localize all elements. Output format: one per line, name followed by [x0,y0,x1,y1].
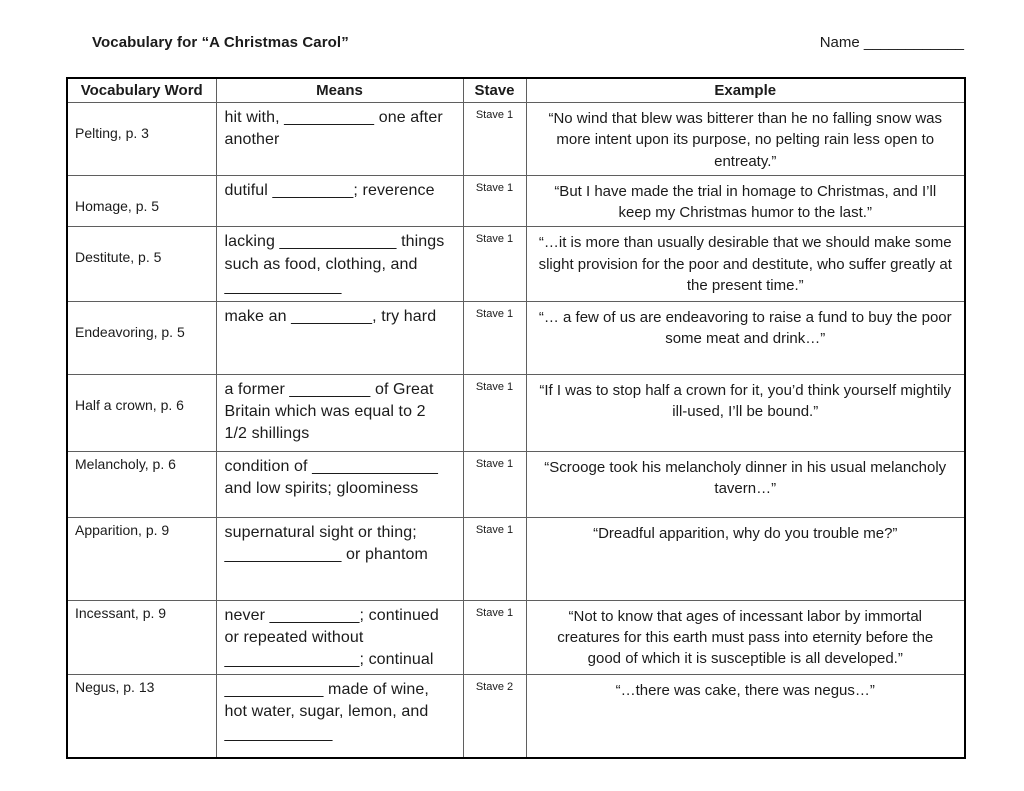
table-row [67,600,965,674]
stave-cell: Stave 1 [463,451,526,517]
stave-cell: Stave 1 [463,301,526,374]
vocab-word-cell: Destitute, p. 5 [67,227,216,301]
stave-cell: Stave 1 [463,517,526,600]
page-header [0,0,1024,51]
example-cell: “…it is more than usually desirable that we should make some slight provision for the poor and destitute, who suffer greatly at the present time.” [526,227,965,301]
example-cell: “If I was to stop half a crown for it, you’d think yourself mightily ill-used, I’ll be bound.” [526,374,965,451]
name-label: Name [819,34,860,51]
table-row [67,674,965,758]
example-cell: “But I have made the trial in homage to Christmas, and I’ll keep my Christmas humor to the last.” [526,175,965,227]
name-area [820,34,964,51]
table-row [67,451,965,517]
table-header-row [67,78,965,103]
vocab-word-cell: Melancholy, p. 6 [67,451,216,517]
stave-cell: Stave 1 [463,227,526,301]
stave-cell: Stave 1 [463,600,526,674]
example-cell: “No wind that blew was bitterer than he no falling snow was more intent upon its purpose, no pelting rain less open to entreaty.” [526,103,965,176]
means-cell: make an _________, try hard [216,301,463,374]
vocab-word-cell: Incessant, p. 9 [67,600,216,674]
means-cell: condition of ______________ and low spirits; gloominess [216,451,463,517]
stave-cell: Stave 1 [463,175,526,227]
means-cell: supernatural sight or thing; _____________ or phantom [216,517,463,600]
vocab-word-cell: Negus, p. 13 [67,674,216,758]
stave-cell: Stave 1 [463,374,526,451]
example-cell: “Scrooge took his melancholy dinner in his usual melancholy tavern…” [526,451,965,517]
example-cell: “… a few of us are endeavoring to raise a fund to buy the poor some meat and drink…” [526,301,965,374]
means-cell: hit with, __________ one after another [216,103,463,176]
means-cell: ___________ made of wine, hot water, sugar, lemon, and ____________ [216,674,463,758]
vocab-word-cell: Half a crown, p. 6 [67,374,216,451]
vocab-word-cell: Homage, p. 5 [67,175,216,227]
example-cell: “Not to know that ages of incessant labor by immortal creatures for this earth must pass into eternity before the good of which it is susceptible is all developed.” [526,600,965,674]
table-row [67,301,965,374]
doc-title: Vocabulary for “A Christmas Carol” [92,34,349,51]
stave-cell: Stave 1 [463,103,526,176]
means-cell: lacking _____________ things such as food, clothing, and _____________ [216,227,463,301]
col-header-example: Example [526,78,965,103]
means-cell: a former _________ of Great Britain which was equal to 2 1/2 shillings [216,374,463,451]
table-row [67,103,965,176]
table-row [67,517,965,600]
example-cell: “Dreadful apparition, why do you trouble me?” [526,517,965,600]
stave-cell: Stave 2 [463,674,526,758]
example-cell: “…there was cake, there was negus…” [526,674,965,758]
means-cell: dutiful _________; reverence [216,175,463,227]
vocab-word-cell: Apparition, p. 9 [67,517,216,600]
name-line: ____________ [863,34,964,51]
table-row [67,374,965,451]
col-header-means: Means [216,78,463,103]
vocab-word-cell: Pelting, p. 3 [67,103,216,176]
col-header-stave: Stave [463,78,526,103]
table-row [67,175,965,227]
col-header-vocabulary-word: Vocabulary Word [67,78,216,103]
means-cell: never __________; continued or repeated without _______________; continual [216,600,463,674]
vocab-word-cell: Endeavoring, p. 5 [67,301,216,374]
vocab-table [66,77,966,759]
table-row [67,227,965,301]
